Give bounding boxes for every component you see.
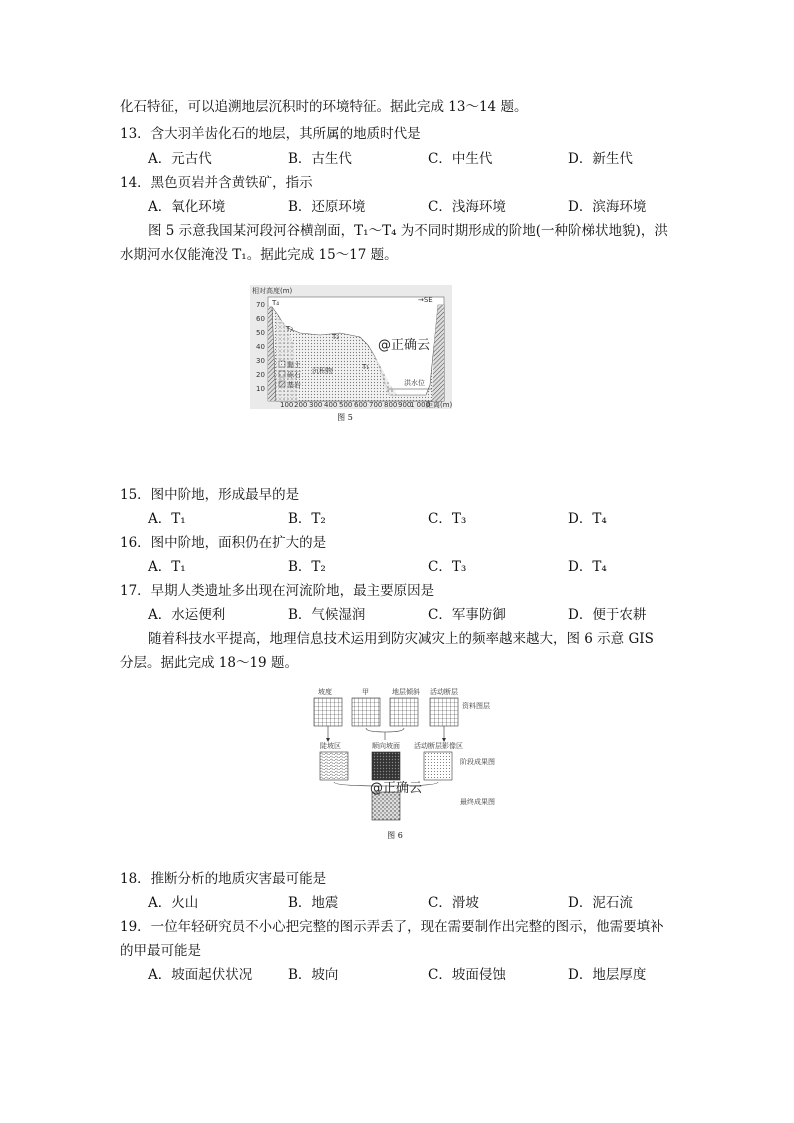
option-d[interactable]: D．T₄ (568, 559, 607, 575)
ylabel: 相对高度(m) (252, 287, 293, 295)
svg-text:10: 10 (256, 385, 265, 393)
label-steep-area: 陡坡区 (320, 742, 341, 750)
svg-text:60: 60 (256, 315, 265, 323)
stage-result-label: 阶段成果图 (460, 758, 495, 766)
watermark: @正确云 (378, 338, 431, 353)
question-16: 16．图中阶地，面积仍在扩大的是 (120, 535, 327, 551)
option-a[interactable]: A．氧化环境 (148, 199, 226, 215)
svg-text:砾石: 砾石 (287, 371, 301, 379)
intro-fig6-line2: 分层。据此完成 18～19 题。 (120, 655, 298, 671)
svg-text:40: 40 (256, 343, 265, 351)
option-d[interactable]: D．新生代 (568, 151, 633, 167)
question-19-line1: 19．一位年轻研究员不小心把完整的图示弄丢了，现在需要制作出完整的图示，他需要填补 (120, 919, 664, 935)
svg-text:500: 500 (339, 401, 353, 409)
label-fault: 活动断层 (430, 688, 458, 696)
svg-text:800: 800 (384, 401, 398, 409)
svg-text:100: 100 (280, 401, 294, 409)
svg-text:700: 700 (369, 401, 383, 409)
option-c[interactable]: C．浅海环境 (428, 199, 506, 215)
deposit-label: 沉积物 (312, 367, 333, 375)
x-ticks (280, 400, 452, 409)
svg-text:50: 50 (256, 329, 265, 337)
figure-6-caption: 图 6 (387, 831, 403, 840)
svg-text:30: 30 (256, 357, 265, 365)
option-c[interactable]: C．坡面侵蚀 (428, 967, 506, 983)
svg-text:600: 600 (354, 401, 368, 409)
question-18: 18．推断分析的地质灾害最可能是 (120, 871, 327, 887)
watermark: @正确云 (370, 781, 423, 796)
option-a[interactable]: A．水运便利 (148, 607, 226, 623)
data-layer-label: 资料图层 (462, 702, 490, 710)
option-a[interactable]: A．元古代 (148, 151, 212, 167)
option-d[interactable]: D．泥石流 (568, 895, 633, 911)
option-b[interactable]: B．T₂ (288, 511, 326, 527)
question-13: 13．含大羽羊齿化石的地层，其所属的地质时代是 (120, 126, 421, 142)
terrace-t3: T₃ (286, 325, 294, 333)
intro-fig5-line1: 图 5 示意我国某河段河谷横剖面，T₁～T₄ 为不同时期形成的阶地(一种阶梯状地貌)，洪 (148, 223, 668, 239)
label-strata: 地层倾斜 (392, 688, 420, 696)
direction-label: →SE (418, 296, 433, 304)
option-a[interactable]: A．火山 (148, 895, 199, 911)
option-a[interactable]: A．T₁ (148, 511, 186, 527)
question-14: 14．黑色页岩并含黄铁矿，指示 (120, 175, 313, 191)
question-15: 15．图中阶地，形成最早的是 (120, 487, 300, 503)
option-c[interactable]: C．军事防御 (428, 607, 506, 623)
intro-line: 化石特征，可以追溯地层沉积时的环境特征。据此完成 13～14 题。 (120, 99, 528, 115)
option-a[interactable]: A．坡面起伏状况 (148, 967, 253, 983)
option-a[interactable]: A．T₁ (148, 559, 186, 575)
terrace-t1: T₁ (362, 363, 370, 371)
label-slope: 坡度 (318, 688, 332, 696)
option-c[interactable]: C．滑坡 (428, 895, 479, 911)
svg-text:300: 300 (309, 401, 323, 409)
option-d[interactable]: D．地层厚度 (568, 967, 647, 983)
option-b[interactable]: B．还原环境 (288, 199, 366, 215)
option-b[interactable]: B．T₂ (288, 559, 326, 575)
flood-level-label: 洪水位 (404, 379, 425, 387)
svg-text:900: 900 (398, 401, 412, 409)
option-b[interactable]: B．古生代 (288, 151, 352, 167)
option-b[interactable]: B．坡向 (288, 967, 339, 983)
figure-5-cross-section (250, 285, 452, 409)
svg-text:400: 400 (324, 401, 338, 409)
legend (279, 360, 301, 389)
option-c[interactable]: C．中生代 (428, 151, 493, 167)
question-19-line2: 的甲最可能是 (120, 943, 201, 959)
svg-text:基岩: 基岩 (287, 381, 301, 389)
svg-text:20: 20 (256, 371, 265, 379)
option-d[interactable]: D．便于农耕 (568, 607, 647, 623)
svg-text:黏土: 黏土 (287, 361, 301, 369)
question-17: 17．早期人类遗址多出现在河流阶地，最主要原因是 (120, 583, 435, 599)
figure-5-caption: 图 5 (337, 413, 353, 422)
final-result-label: 最终成果图 (460, 798, 495, 806)
terrace-t2: T₂ (332, 333, 340, 341)
option-d[interactable]: D．T₄ (568, 511, 607, 527)
svg-text:70: 70 (256, 301, 265, 309)
label-jia: 甲 (362, 688, 369, 696)
intro-fig5-line2: 水期河水仅能淹没 T₁。据此完成 15～17 题。 (120, 247, 398, 263)
terrace-t4: T₄ (272, 299, 280, 307)
intro-fig6-line1: 随着科技水平提高，地理信息技术运用到防灾减灾上的频率越来越大，图 6 示意 GIS (148, 631, 654, 647)
option-b[interactable]: B．气候湿润 (288, 607, 366, 623)
label-fault-zone: 活动断层影像区 (414, 742, 463, 750)
svg-text:距离(m): 距离(m) (426, 401, 452, 409)
svg-text:200: 200 (294, 401, 308, 409)
svg-text:1 000: 1 000 (410, 401, 431, 409)
figure-6-gis-layers (310, 686, 500, 826)
option-d[interactable]: D．滨海环境 (568, 199, 647, 215)
option-c[interactable]: C．T₃ (428, 511, 467, 527)
option-b[interactable]: B．地震 (288, 895, 339, 911)
option-c[interactable]: C．T₃ (428, 559, 467, 575)
label-dip-slope: 顺向坡面 (372, 742, 400, 750)
